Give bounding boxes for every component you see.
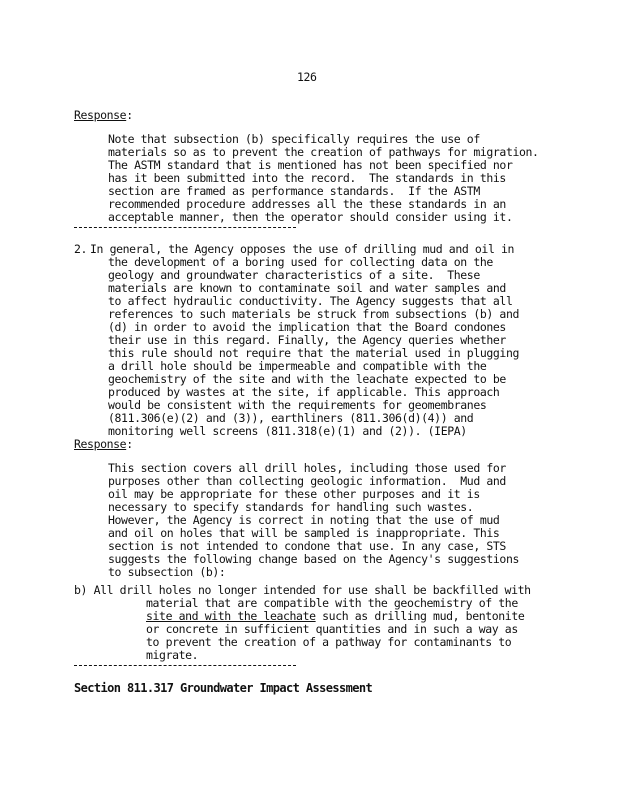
proposed-change-line: b) All drill holes no longer intended for use shall be backfilled with xyxy=(74,583,531,597)
paragraph-1-line: section are framed as performance standards. If the ASTM xyxy=(108,184,480,198)
colon: : xyxy=(126,108,133,122)
comment-2-line: the development of a boring used for collecting data on the xyxy=(108,255,493,269)
comment-2-line: monitoring well screens (811.318(e)(1) and (2)). (IEPA) xyxy=(108,424,467,438)
response-heading xyxy=(74,109,133,122)
proposed-change-line: migrate. xyxy=(146,648,199,662)
separator-rule xyxy=(74,665,296,666)
comment-2-line: this rule should not require that the material used in plugging xyxy=(108,346,519,360)
response-label: Response xyxy=(74,108,127,122)
comment-2-line: materials are known to contaminate soil and water samples and xyxy=(108,281,506,295)
response-label: Response xyxy=(74,437,127,451)
comment-2-line: In general, the Agency opposes the use of drilling mud and oil in xyxy=(90,242,515,256)
comment-2-line: references to such materials be struck from subsections (b) and xyxy=(108,307,519,321)
paragraph-1-line: The ASTM standard that is mentioned has not been specified nor xyxy=(108,158,513,172)
paragraph-3-line: necessary to specify standards for handling such wastes. xyxy=(108,500,474,514)
comment-2-line: geology and groundwater characteristics of a site. These xyxy=(108,268,480,282)
paragraph-1-line: recommended procedure addresses all the these standards in an xyxy=(108,197,506,211)
page-number: 126 xyxy=(297,70,317,84)
comment-2-line: geochemistry of the site and with the leachate expected to be xyxy=(108,372,506,386)
paragraph-3-line: This section covers all drill holes, including those used for xyxy=(108,461,506,475)
underlined-insertion: site and with the leachate xyxy=(146,609,316,623)
paragraph-3-line: to subsection (b): xyxy=(108,565,226,579)
proposed-change-line: or concrete in sufficient quantities and in such a way as xyxy=(146,622,518,636)
paragraph-3-line: purposes other than collecting geologic information. Mud and xyxy=(108,474,506,488)
comment-2-line: to affect hydraulic conductivity. The Agency suggests that all xyxy=(108,294,513,308)
paragraph-3-line: and oil on holes that will be sampled is inappropriate. This xyxy=(108,526,500,540)
proposed-change-line: material that are compatible with the geochemistry of the xyxy=(146,596,518,610)
paragraph-1-line: Note that subsection (b) specifically requires the use of xyxy=(108,132,480,146)
comment-2-line: (811.306(e)(2) and (3)), earthliners (811.306(d)(4)) and xyxy=(108,411,474,425)
section-heading: Section 811.317 Groundwater Impact Assessment xyxy=(74,681,373,695)
comment-2-line: produced by wastes at the site, if applicable. This approach xyxy=(108,385,500,399)
response-heading xyxy=(74,438,133,451)
paragraph-3-line: However, the Agency is correct in noting that the use of mud xyxy=(108,513,500,527)
proposed-change-line: to prevent the creation of a pathway for contaminants to xyxy=(146,635,512,649)
comment-2-line: would be consistent with the requirements for geomembranes xyxy=(108,398,487,412)
proposed-change-line: site and with the leachate such as drilling mud, bentonite xyxy=(146,609,525,623)
paragraph-1-line: acceptable manner, then the operator should consider using it. xyxy=(108,210,513,224)
separator-rule xyxy=(74,227,296,228)
comment-2-line: (d) in order to avoid the implication that the Board condones xyxy=(108,320,506,334)
paragraph-3-line: suggests the following change based on the Agency's suggestions xyxy=(108,552,519,566)
paragraph-3-line: oil may be appropriate for these other purposes and it is xyxy=(108,487,480,501)
comment-2-number: 2. xyxy=(74,242,88,256)
colon: : xyxy=(126,437,133,451)
comment-2-line: their use in this regard. Finally, the Agency queries whether xyxy=(108,333,506,347)
paragraph-1-line: materials so as to prevent the creation of pathways for migration. xyxy=(108,145,539,159)
paragraph-1-line: has it been submitted into the record. The standards in this xyxy=(108,171,506,185)
paragraph-3-line: section is not intended to condone that use. In any case, STS xyxy=(108,539,506,553)
comment-2-line: a drill hole should be impermeable and compatible with the xyxy=(108,359,487,373)
